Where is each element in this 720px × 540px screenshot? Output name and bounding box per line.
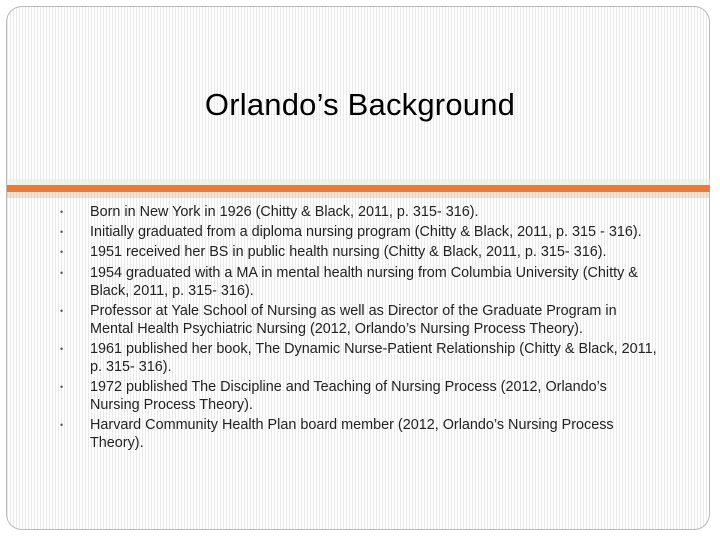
list-item xyxy=(60,204,660,222)
bullet-icon: • xyxy=(60,267,64,278)
bullet-text: Born in New York in 1926 (Chitty & Black, 2011, p. 315- 316). xyxy=(90,204,479,220)
bullet-list xyxy=(60,204,660,455)
title-accent-divider xyxy=(7,179,710,199)
bullet-text: 1954 graduated with a MA in mental health nursing from Columbia University (Chitty & Black, 2011, p. 315- 316). xyxy=(90,264,638,299)
bullet-text: Initially graduated from a diploma nursing program (Chitty & Black, 2011, p. 315 - 316). xyxy=(90,224,642,241)
list-item xyxy=(60,244,660,262)
bullet-icon: • xyxy=(60,227,64,238)
list-item xyxy=(60,224,660,242)
list-item xyxy=(60,265,660,301)
divider-bottom-tint xyxy=(7,192,710,198)
list-item xyxy=(60,379,660,415)
slide-title: Orlando’s Background xyxy=(204,87,516,122)
bullet-text: 1972 published The Discipline and Teaching of Nursing Process (2012, Orlando’s Nursing Process Theory). xyxy=(90,378,607,413)
bullet-icon: • xyxy=(60,207,64,217)
list-item xyxy=(60,303,660,339)
bullet-icon: • xyxy=(60,381,64,392)
list-item xyxy=(60,417,660,453)
divider-orange-line xyxy=(7,185,710,192)
bullet-icon: • xyxy=(60,343,64,354)
bullet-text: Harvard Community Health Plan board member (2012, Orlando’s Nursing Process Theory). xyxy=(90,417,614,451)
bullet-text: 1961 published her book, The Dynamic Nurse-Patient Relationship (Chitty & Black, 2011, p. 315- 316). xyxy=(90,340,657,375)
bullet-text: 1951 received her BS in public health nursing (Chitty & Black, 2011, p. 315- 316). xyxy=(90,244,607,261)
bullet-icon: • xyxy=(60,305,64,316)
list-item xyxy=(60,341,660,377)
bullet-icon: • xyxy=(60,420,64,431)
bullet-icon: • xyxy=(60,247,64,258)
bullet-text: Professor at Yale School of Nursing as well as Director of the Graduate Program in Mental Health Psychiatric Nursing (2012, Orlando’s Nursing Process Theory). xyxy=(90,302,617,337)
